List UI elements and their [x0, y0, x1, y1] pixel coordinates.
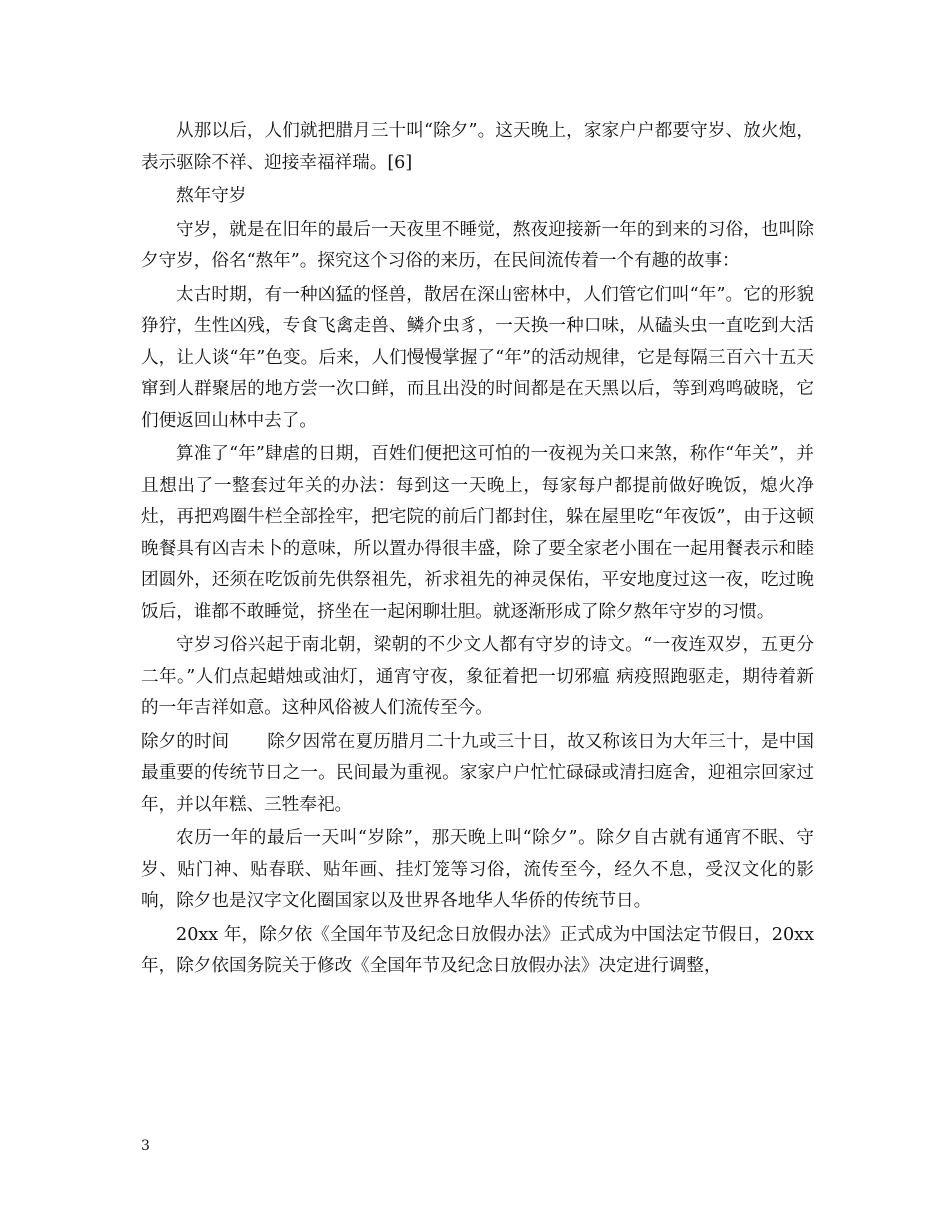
paragraph-9: 20xx 年，除夕依《全国年节及纪念日放假办法》正式成为中国法定节假日，20xx 年，除夕依国务院关于修改《全国年节及纪念日放假办法》决定进行调整， — [141, 924, 814, 976]
paragraph-7-text: 除夕因常在夏历腊月二十九或三十日，故又称该日为大年三十，是中国最重要的传统节日之一。民间最为重视。家家户户忙忙碌碌或清扫庭舍，迎祖宗回家过年，并以年糕、三牲奉祀。 — [141, 731, 814, 815]
paragraph-1: 从那以后，人们就把腊月三十叫“除夕”。这天晚上，家家户户都要守岁、放火炮，表示驱除不祥、迎接幸福祥瑞。[6] — [141, 121, 814, 173]
document-body — [141, 116, 814, 983]
paragraph-7 — [141, 727, 814, 822]
page-number: 3 — [141, 1138, 150, 1154]
paragraph-6: 守岁习俗兴起于南北朝，梁朝的不少文人都有守岁的诗文。“一夜连双岁，五更分二年。”人们点起蜡烛或油灯，通宵守夜，象征着把一切邪瘟 病疫照跑驱走，期待着新的一年吉祥如意。这种风俗被人们流传至今。 — [141, 635, 814, 718]
paragraph-8: 农历一年的最后一天叫“岁除”，那天晚上叫“除夕”。除夕自古就有通宵不眠、守岁、贴门神、贴春联、贴年画、挂灯笼等习俗，流传至今，经久不息，受汉文化的影响，除夕也是汉字文化圈国家以及世界各地华人华侨的传统节日。 — [141, 828, 814, 911]
paragraph-4: 太古时期，有一种凶猛的怪兽，散居在深山密林中，人们管它们叫“年”。它的形貌狰狞，生性凶残，专食飞禽走兽、鳞介虫豸，一天换一种口味，从磕头虫一直吃到大活人，让人谈“年”色变。后来，人们慢慢掌握了“年”的活动规律，它是每隔三百六十五天窜到人群聚居的地方尝一次口鲜，而且出没的时间都是在天黑以后，等到鸡鸣破晓，它们便返回山林中去了。 — [141, 284, 814, 431]
paragraph-3: 守岁，就是在旧年的最后一天夜里不睡觉，熬夜迎接新一年的到来的习俗，也叫除夕守岁，俗名“熬年”。探究这个习俗的来历，在民间流传着一个有趣的故事： — [141, 219, 814, 271]
paragraph-5: 算准了“年”肆虐的日期，百姓们便把这可怕的一夜视为关口来煞，称作“年关”，并且想出了一整套过年关的办法：每到这一天晚上，每家每户都提前做好晚饭，熄火净灶，再把鸡圈牛栏全部拴牢，把宅院的前后门都封住，躲在屋里吃“年夜饭”，由于这顿晚餐具有凶吉未卜的意味，所以置办得很丰盛，除了要全家老小围在一起用餐表示和睦团圆外，还须在吃饭前先供祭祖先，祈求祖先的神灵保佑，平安地度过这一夜，吃过晚饭后，谁都不敢睡觉，挤坐在一起闲聊壮胆。就逐渐形成了除夕熬年守岁的习惯。 — [141, 444, 814, 622]
section-label-chuxi-time: 除夕的时间 — [141, 731, 230, 752]
section-heading-ao-nian-shou-sui: 熬年守岁 — [176, 186, 247, 206]
